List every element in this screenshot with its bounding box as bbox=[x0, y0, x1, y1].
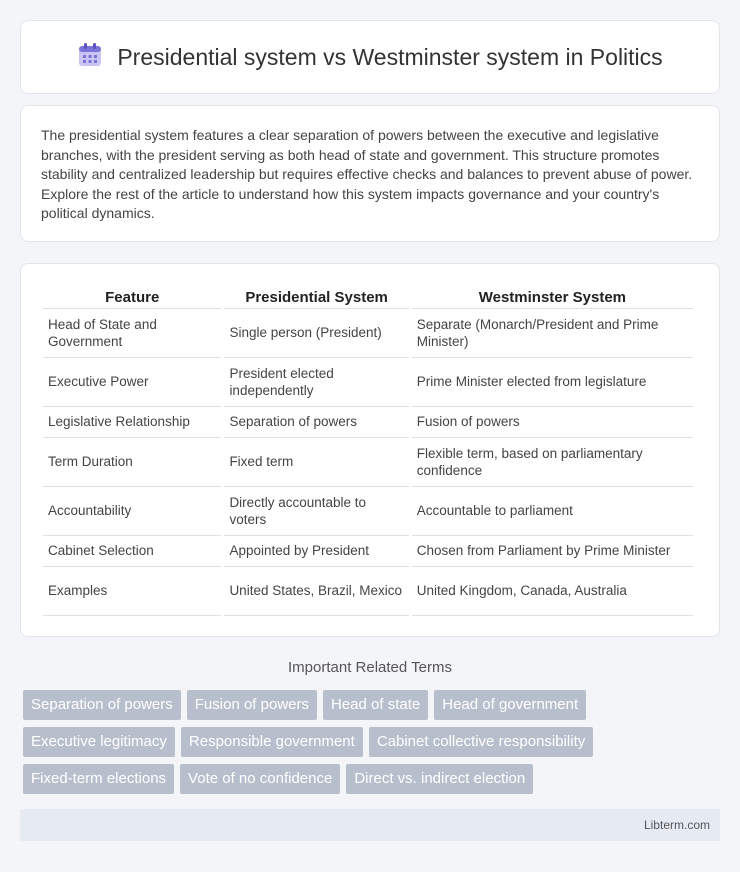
table-cell: Executive Power bbox=[43, 358, 221, 407]
table-cell: Separate (Monarch/President and Prime Minister) bbox=[412, 309, 693, 358]
table-row bbox=[43, 438, 693, 487]
tag-row bbox=[23, 690, 723, 720]
table-row bbox=[43, 567, 693, 616]
table-cell: Head of State and Government bbox=[43, 309, 221, 358]
related-term-tag[interactable]: Head of state bbox=[323, 690, 428, 720]
table-row bbox=[43, 407, 693, 438]
table-cell: Cabinet Selection bbox=[43, 536, 221, 567]
table-cell: Directly accountable to voters bbox=[224, 487, 408, 536]
table-row bbox=[43, 309, 693, 358]
tag-row bbox=[23, 727, 723, 757]
related-term-tag[interactable]: Responsible government bbox=[181, 727, 363, 757]
table-cell: United States, Brazil, Mexico bbox=[224, 567, 408, 616]
intro-card bbox=[20, 105, 720, 242]
header-card bbox=[20, 20, 720, 94]
table-cell: Examples bbox=[43, 567, 221, 616]
column-header: Westminster System bbox=[412, 286, 693, 309]
table-cell: United Kingdom, Canada, Australia bbox=[412, 567, 693, 616]
table-cell: Fusion of powers bbox=[412, 407, 693, 438]
related-term-tag[interactable]: Fixed-term elections bbox=[23, 764, 174, 794]
related-term-tag[interactable]: Separation of powers bbox=[23, 690, 181, 720]
table-header-row bbox=[43, 286, 693, 309]
comparison-table-card bbox=[20, 263, 720, 637]
table-cell: Prime Minister elected from legislature bbox=[412, 358, 693, 407]
page-title: Presidential system vs Westminster system in Politics bbox=[117, 43, 663, 70]
related-term-tag[interactable]: Cabinet collective responsibility bbox=[369, 727, 593, 757]
footer bbox=[20, 809, 720, 841]
column-header: Feature bbox=[43, 286, 221, 309]
related-term-tag[interactable]: Direct vs. indirect election bbox=[346, 764, 533, 794]
table-cell: Flexible term, based on parliamentary confidence bbox=[412, 438, 693, 487]
related-term-tag[interactable]: Executive legitimacy bbox=[23, 727, 175, 757]
table-cell: Fixed term bbox=[224, 438, 408, 487]
footer-link[interactable]: Libterm.com bbox=[643, 818, 710, 832]
related-term-tag[interactable]: Vote of no confidence bbox=[180, 764, 340, 794]
table-cell: Chosen from Parliament by Prime Minister bbox=[412, 536, 693, 567]
related-term-tag[interactable]: Head of government bbox=[434, 690, 586, 720]
table-cell: President elected independently bbox=[224, 358, 408, 407]
related-terms bbox=[23, 690, 723, 801]
column-header: Presidential System bbox=[224, 286, 408, 309]
related-terms-title: Important Related Terms bbox=[288, 659, 452, 676]
tag-row bbox=[23, 764, 723, 794]
table-cell: Separation of powers bbox=[224, 407, 408, 438]
table-cell: Accountable to parliament bbox=[412, 487, 693, 536]
table-cell: Appointed by President bbox=[224, 536, 408, 567]
intro-text: The presidential system features a clear separation of powers between the executive and legislative branches, with the president serving as both head of state and government. This structure promotes stability and centralized leadership but requires effective checks and balances to prevent abuse of power. Explore the rest of the article to understand how this system impacts governance and your country's political dynamics. bbox=[41, 127, 693, 221]
table-cell: Legislative Relationship bbox=[43, 407, 221, 438]
table-row bbox=[43, 536, 693, 567]
table-row bbox=[43, 358, 693, 407]
table-cell: Term Duration bbox=[43, 438, 221, 487]
table-cell: Single person (President) bbox=[224, 309, 408, 358]
comparison-table bbox=[40, 286, 696, 616]
calendar-icon bbox=[77, 42, 103, 73]
table-row bbox=[43, 487, 693, 536]
related-term-tag[interactable]: Fusion of powers bbox=[187, 690, 317, 720]
table-cell: Accountability bbox=[43, 487, 221, 536]
